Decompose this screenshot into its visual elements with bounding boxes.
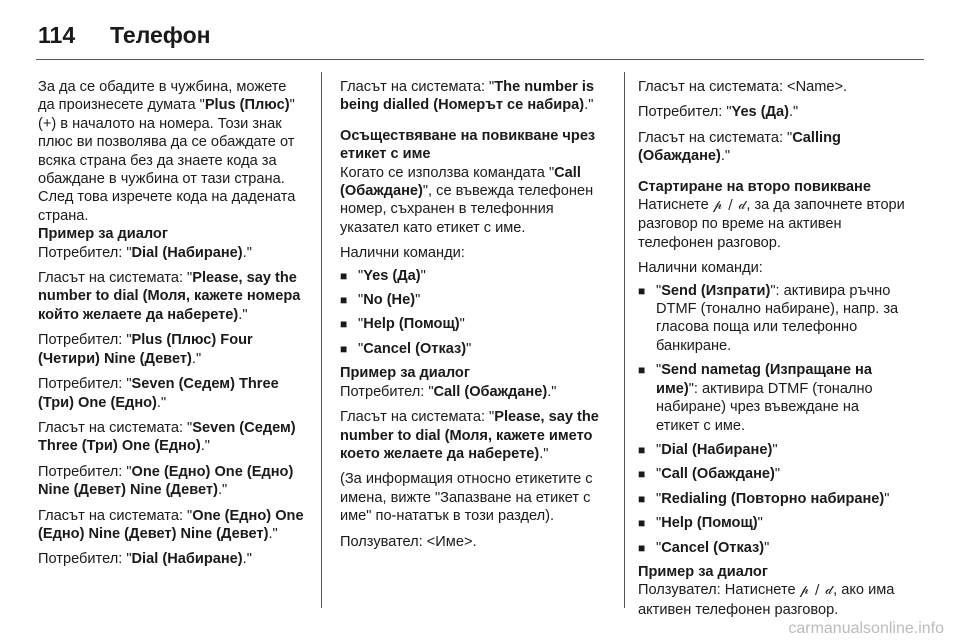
paragraph: Ползувател: Натиснете 𝓅 / 𝒹, ако има активен телефонен разговор. bbox=[638, 582, 895, 618]
dialog-line: Гласът на системата: "The number is being dialled (Номерът се набира)." bbox=[340, 79, 594, 114]
column-divider bbox=[624, 72, 625, 608]
dialog-line: Потребител: "Dial (Набиране)." bbox=[38, 244, 252, 261]
list-item: ■ "No (Не)" bbox=[340, 291, 608, 309]
command-list bbox=[340, 267, 608, 359]
dialog-example-heading: Пример за диалог bbox=[340, 365, 470, 382]
page-number: 114 bbox=[38, 21, 76, 48]
section-heading: Стартиране на второ повикване bbox=[638, 178, 871, 195]
list-item: ■ "Redialing (Повторно набиране)" bbox=[638, 490, 906, 508]
dialog-line: Потребител: "Seven (Седем) Three (Три) One (Едно)." bbox=[38, 376, 279, 411]
list-item: ■ "Cancel (Отказ)" bbox=[638, 539, 906, 557]
dialog-line: Потребител: "Dial (Набиране)." bbox=[38, 551, 252, 568]
column-1 bbox=[38, 78, 306, 576]
phone-buttons-icon: 𝓅 / 𝒹 bbox=[799, 583, 834, 599]
list-item: ■ "Yes (Да)" bbox=[340, 267, 608, 285]
list-item: ■ "Help (Помощ)" bbox=[340, 315, 608, 333]
list-item: ■ "Send (Изпрати)": активира ръчно DTMF (тонално набиране), напр. за гласова поща или телефонно банкиране. bbox=[638, 282, 906, 356]
dialog-line: Гласът на системата: "Seven (Седем) Three (Три) One (Едно)." bbox=[38, 419, 296, 455]
dialog-line: Потребител: "Plus (Плюс) Four (Четири) Nine (Девет)." bbox=[38, 332, 253, 367]
phone-buttons-icon: 𝓅 / 𝒹 bbox=[712, 198, 747, 214]
dialog-line: Гласът на системата: <Name>. bbox=[638, 79, 848, 95]
dialog-line: Гласът на системата: "One (Едно) One (Едно) Nine (Девет) Nine (Девет)." bbox=[38, 507, 304, 542]
paragraph: Когато се използва командата "Call (Обаждане)", се въвежда телефонен номер, съхранен в телефонния указател като етикет с име. bbox=[340, 164, 594, 236]
paragraph: (За информация относно етикетите с имена, вижте "Запазване на етикет с име" по-нататък в този раздел). bbox=[340, 471, 593, 525]
column-divider bbox=[321, 72, 322, 608]
dialog-line: Гласът на системата: "Please, say the number to dial (Моля, кажете името което желаете да наберете)." bbox=[340, 409, 599, 462]
commands-label: Налични команди: bbox=[340, 245, 465, 262]
dialog-line: Потребител: "Call (Обаждане)." bbox=[340, 383, 557, 400]
dialog-line: Потребител: "Yes (Да)." bbox=[638, 104, 799, 121]
list-item: ■ "Call (Обаждане)" bbox=[638, 465, 906, 483]
header-rule bbox=[36, 59, 924, 60]
list-item: ■ "Dial (Набиране)" bbox=[638, 441, 906, 459]
dialog-example-heading: Пример за диалог bbox=[38, 226, 168, 243]
dialog-line: Ползувател: <Име>. bbox=[340, 533, 477, 550]
command-list bbox=[638, 282, 906, 557]
list-item: ■ "Cancel (Отказ)" bbox=[340, 340, 608, 358]
commands-label: Налични команди: bbox=[638, 260, 763, 277]
paragraph: За да се обадите в чужбина, можете да произнесете думата "Plus (Плюс)" (+) в началото на номера. Този знак плюс ви позволява да се обаждате от всяка страна без да знаете кода за обаждане в чужбина от тази страна. След това изречете кода на дадената страна. bbox=[38, 79, 296, 224]
page-header bbox=[38, 20, 211, 50]
dialog-line: Потребител: "One (Едно) One (Едно) Nine (Девет) Nine (Девет)." bbox=[38, 463, 294, 499]
column-3 bbox=[638, 78, 906, 626]
section-heading: Осъществяване на повикване чрез етикет с име bbox=[340, 127, 596, 163]
page-title: Телефон bbox=[110, 21, 211, 48]
list-item: ■ "Send nametag (Изпращане на име)": активира DTMF (тонално набиране) чрез въвеждане на етикет с име. bbox=[638, 361, 906, 435]
dialog-line: Гласът на системата: "Please, say the number to dial (Моля, кажете номера който желаете да наберете)." bbox=[38, 270, 301, 323]
paragraph: Натиснете 𝓅 / 𝒹, за да започнете втори разговор по време на активен телефонен разговор. bbox=[638, 197, 905, 251]
dialog-line: Гласът на системата: "Calling (Обаждане)." bbox=[638, 129, 841, 165]
column-2 bbox=[340, 78, 608, 558]
list-item: ■ "Help (Помощ)" bbox=[638, 514, 906, 532]
dialog-example-heading: Пример за диалог bbox=[638, 563, 768, 580]
watermark: carmanualsonline.info bbox=[788, 620, 944, 637]
